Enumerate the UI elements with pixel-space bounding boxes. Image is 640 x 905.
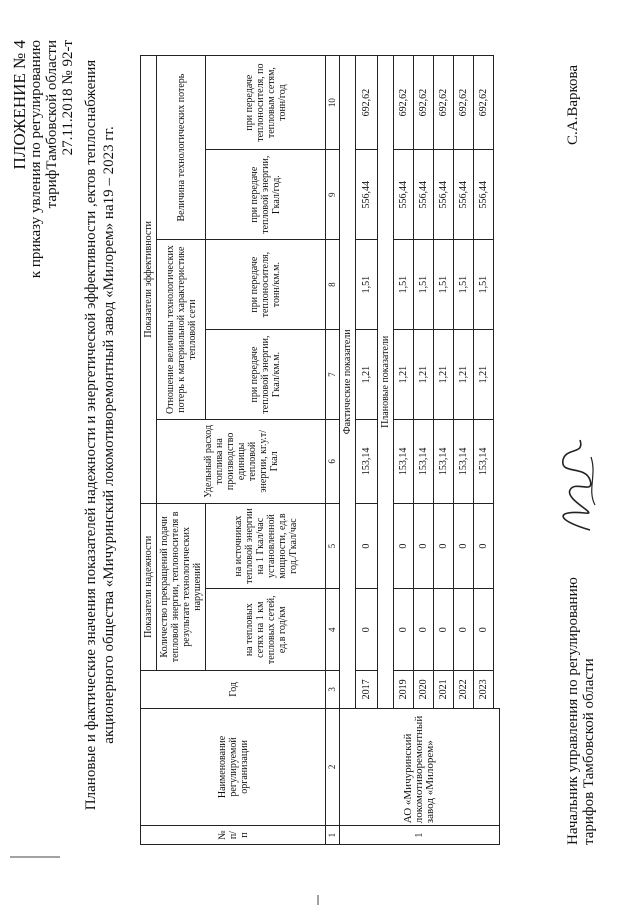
cell-value: 556,44 bbox=[434, 150, 454, 240]
header-col5: на источниках тепловой энергии на 1 Гкал/час установленной мощности, ед.в год./Гкал/час bbox=[206, 503, 326, 589]
order-reference: к приказу увления по регулированию bbox=[28, 40, 44, 279]
signatory-name: С.А.Варкова bbox=[565, 64, 581, 145]
cell-value: 1,21 bbox=[434, 330, 454, 420]
cell-value: 153,14 bbox=[474, 420, 494, 504]
cell-value: 1,51 bbox=[454, 240, 474, 330]
cell-value: 1,51 bbox=[356, 240, 378, 330]
cell-value: 1,21 bbox=[474, 330, 494, 420]
header-col6: Удельный расход топлива на производство единицы тепловой энергии, кг.у.т/Гкал bbox=[157, 420, 326, 504]
cell-value: 1,51 bbox=[414, 240, 434, 330]
cell-year: 2021 bbox=[434, 671, 454, 709]
cell-value: 692,62 bbox=[454, 56, 474, 150]
header-reliability: Показатели надежности bbox=[141, 503, 157, 670]
title-line-2: акционерного общества «Мичуринский локомотиворемонтный завод «Милорем» на19 – 2023 гг. bbox=[101, 126, 117, 744]
org-name: АО «Мичуринский локомотиворемонтный завод «Милорем» bbox=[340, 708, 500, 826]
header-year: Год bbox=[141, 671, 326, 709]
header-col8: при передаче теплоносителя, тонн/км.м. bbox=[206, 240, 326, 330]
header-col9: при передаче тепловой энергии, Гкал/год. bbox=[206, 150, 326, 240]
cell-value: 556,44 bbox=[394, 150, 414, 240]
col-number: 7 bbox=[326, 330, 340, 420]
header-col10: при передаче теплоносителя, по тепловым сетям, тонн/год bbox=[206, 56, 326, 150]
col-number: 8 bbox=[326, 240, 340, 330]
col-number: 2 bbox=[326, 708, 340, 826]
cell-value: 556,44 bbox=[474, 150, 494, 240]
cell-value: 692,62 bbox=[434, 56, 454, 150]
cell-value: 1,21 bbox=[454, 330, 474, 420]
cell-value: 1,51 bbox=[394, 240, 414, 330]
order-date: 27.11.2018 № 92-т bbox=[60, 40, 76, 156]
cell-value: 1,21 bbox=[356, 330, 378, 420]
cell-value: 1,21 bbox=[414, 330, 434, 420]
cell-value: 153,14 bbox=[454, 420, 474, 504]
cell-value: 1,51 bbox=[434, 240, 454, 330]
col-number: 9 bbox=[326, 150, 340, 240]
cell-value: 556,44 bbox=[454, 150, 474, 240]
row-number: 1 bbox=[340, 826, 500, 845]
cell-value: 0 bbox=[394, 589, 414, 671]
cell-year: 2017 bbox=[356, 671, 378, 709]
cell-value: 153,14 bbox=[394, 420, 414, 504]
cell-value: 0 bbox=[434, 503, 454, 589]
header-reliability-sub: Количество прекращений подачи тепловой энергии, теплоносителя в результате технологических нарушений bbox=[157, 503, 206, 670]
header-ratio: Отношение величины технологических потерь к материальной характеристике тепловой сети bbox=[157, 240, 206, 420]
header-efficiency: Показатели эффективности bbox=[141, 56, 157, 504]
header-num: № п/п bbox=[141, 826, 326, 845]
cell-value: 1,21 bbox=[394, 330, 414, 420]
cell-value: 0 bbox=[356, 589, 378, 671]
cell-year: 2023 bbox=[474, 671, 494, 709]
cell-year: 2020 bbox=[414, 671, 434, 709]
cell-value: 556,44 bbox=[356, 150, 378, 240]
header-org: Наименование регулируемой организации bbox=[141, 708, 326, 826]
position-line-1: Начальник управления по регулированию bbox=[565, 577, 581, 845]
cell-year: 2019 bbox=[394, 671, 414, 709]
cell-value: 556,44 bbox=[414, 150, 434, 240]
cell-value: 153,14 bbox=[434, 420, 454, 504]
col-number: 4 bbox=[326, 589, 340, 671]
header-col7: при передаче тепловой энергии, Гкал/км.м. bbox=[206, 330, 326, 420]
cell-value: 692,62 bbox=[356, 56, 378, 150]
col-number: 1 bbox=[326, 826, 340, 845]
cell-value: 0 bbox=[414, 589, 434, 671]
col-number: 5 bbox=[326, 503, 340, 589]
plan-section-label: Плановые показатели bbox=[378, 56, 394, 709]
col-number: 6 bbox=[326, 420, 340, 504]
cell-value: 1,51 bbox=[474, 240, 494, 330]
fact-section-label: Фактические показатели bbox=[340, 56, 356, 709]
cell-value: 0 bbox=[454, 589, 474, 671]
cell-value: 692,62 bbox=[394, 56, 414, 150]
cell-year: 2022 bbox=[454, 671, 474, 709]
cell-value: 0 bbox=[454, 503, 474, 589]
cell-value: 692,62 bbox=[474, 56, 494, 150]
cell-value: 0 bbox=[414, 503, 434, 589]
cell-value: 0 bbox=[434, 589, 454, 671]
cell-value: 0 bbox=[474, 589, 494, 671]
appendix-number: ПЛОЖЕНИЕ № 4 bbox=[10, 40, 29, 170]
col-number: 10 bbox=[326, 56, 340, 150]
header-col4: на тепловых сетях на 1 км тепловых сетей, ед.в год/км bbox=[206, 589, 326, 671]
title-line-1: Плановые и фактические значения показателей надежности и энергетической эффективности ,ектов теплоснабжения bbox=[83, 59, 99, 811]
cell-value: 692,62 bbox=[414, 56, 434, 150]
cell-value: 0 bbox=[356, 503, 378, 589]
position-line-2: тарифов Тамбовской области bbox=[581, 658, 597, 845]
col-number: 3 bbox=[326, 671, 340, 709]
header-losses: Величина технологических потерь bbox=[157, 56, 206, 240]
cell-value: 153,14 bbox=[414, 420, 434, 504]
order-region: тарифТамбовской области bbox=[44, 40, 60, 209]
cell-value: 0 bbox=[474, 503, 494, 589]
cell-value: 0 bbox=[394, 503, 414, 589]
cell-value: 153,14 bbox=[356, 420, 378, 504]
